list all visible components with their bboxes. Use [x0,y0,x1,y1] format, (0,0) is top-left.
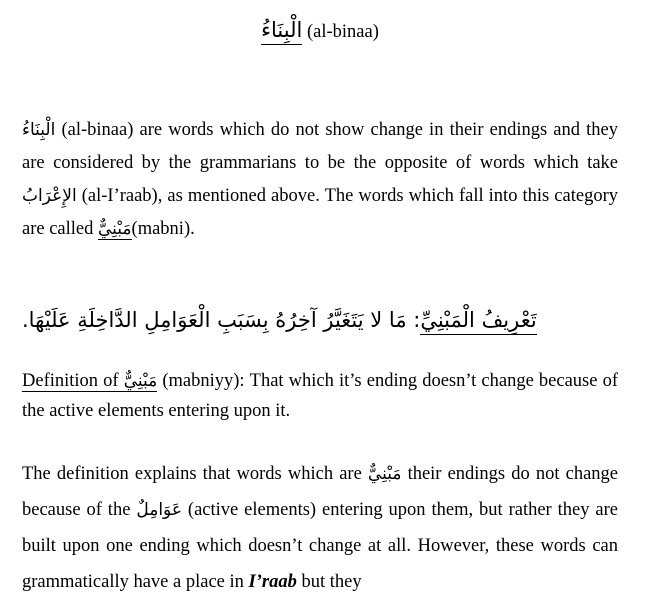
explanation-text-1: The definition explains that words which are [22,464,368,484]
definition-label-text: Definition of [22,371,124,391]
explanation-arabic-mabni: مَبْنِيٌّ [367,464,402,484]
intro-text-1: (al-binaa) are words which do not show change in their endings and they are considered by the grammarians to be the opposite of words which take [22,120,618,173]
section-title [22,18,618,45]
arabic-definition [22,302,618,338]
paragraph-intro [22,114,618,246]
explanation-arabic-awamil: عَوَامِلٌ [136,500,182,520]
arabic-albinaa: الْبِنَاءُ [22,120,56,140]
definition-arabic: مَبْنِيٌّ [123,371,158,391]
explanation-text-4: but they [296,572,362,592]
intro-text-3: (mabni). [131,219,195,239]
title-arabic: الْبِنَاءُ [261,18,302,45]
intro-text-2: (al-I’raab), as mentioned above. The words which fall into this category are called [22,186,618,239]
explanation-bold-iraab: I’raab [248,572,297,592]
paragraph-explanation [22,456,618,600]
paragraph-definition [22,366,618,426]
arabic-mabni: مَبْنِيٌّ [98,219,132,239]
title-latin: (al-binaa) [306,22,379,42]
arabic-aliraab: الإِعْرَابُ [22,186,77,206]
definition-label [22,371,157,392]
arabic-definition-label: تَعْرِيفُ الْمَبْنِيِّ [420,308,536,335]
explanation-text-2: their endings do not change because of the [22,464,618,520]
arabic-definition-text: : مَا لا يَتَغَيَّرُ آخِرُهُ بِسَبَبِ الْعَوَامِلِ الدَّاخِلَةِ عَلَيْهَا. [22,308,421,332]
explanation-text-3: (active elements) entering upon them, but rather they are built upon one ending which doesn’t change at all. However, these words can grammatically have a place in [22,500,618,592]
definition-text: (mabniyy): That which it’s ending doesn’t change because of the active elements entering upon it. [22,371,618,421]
